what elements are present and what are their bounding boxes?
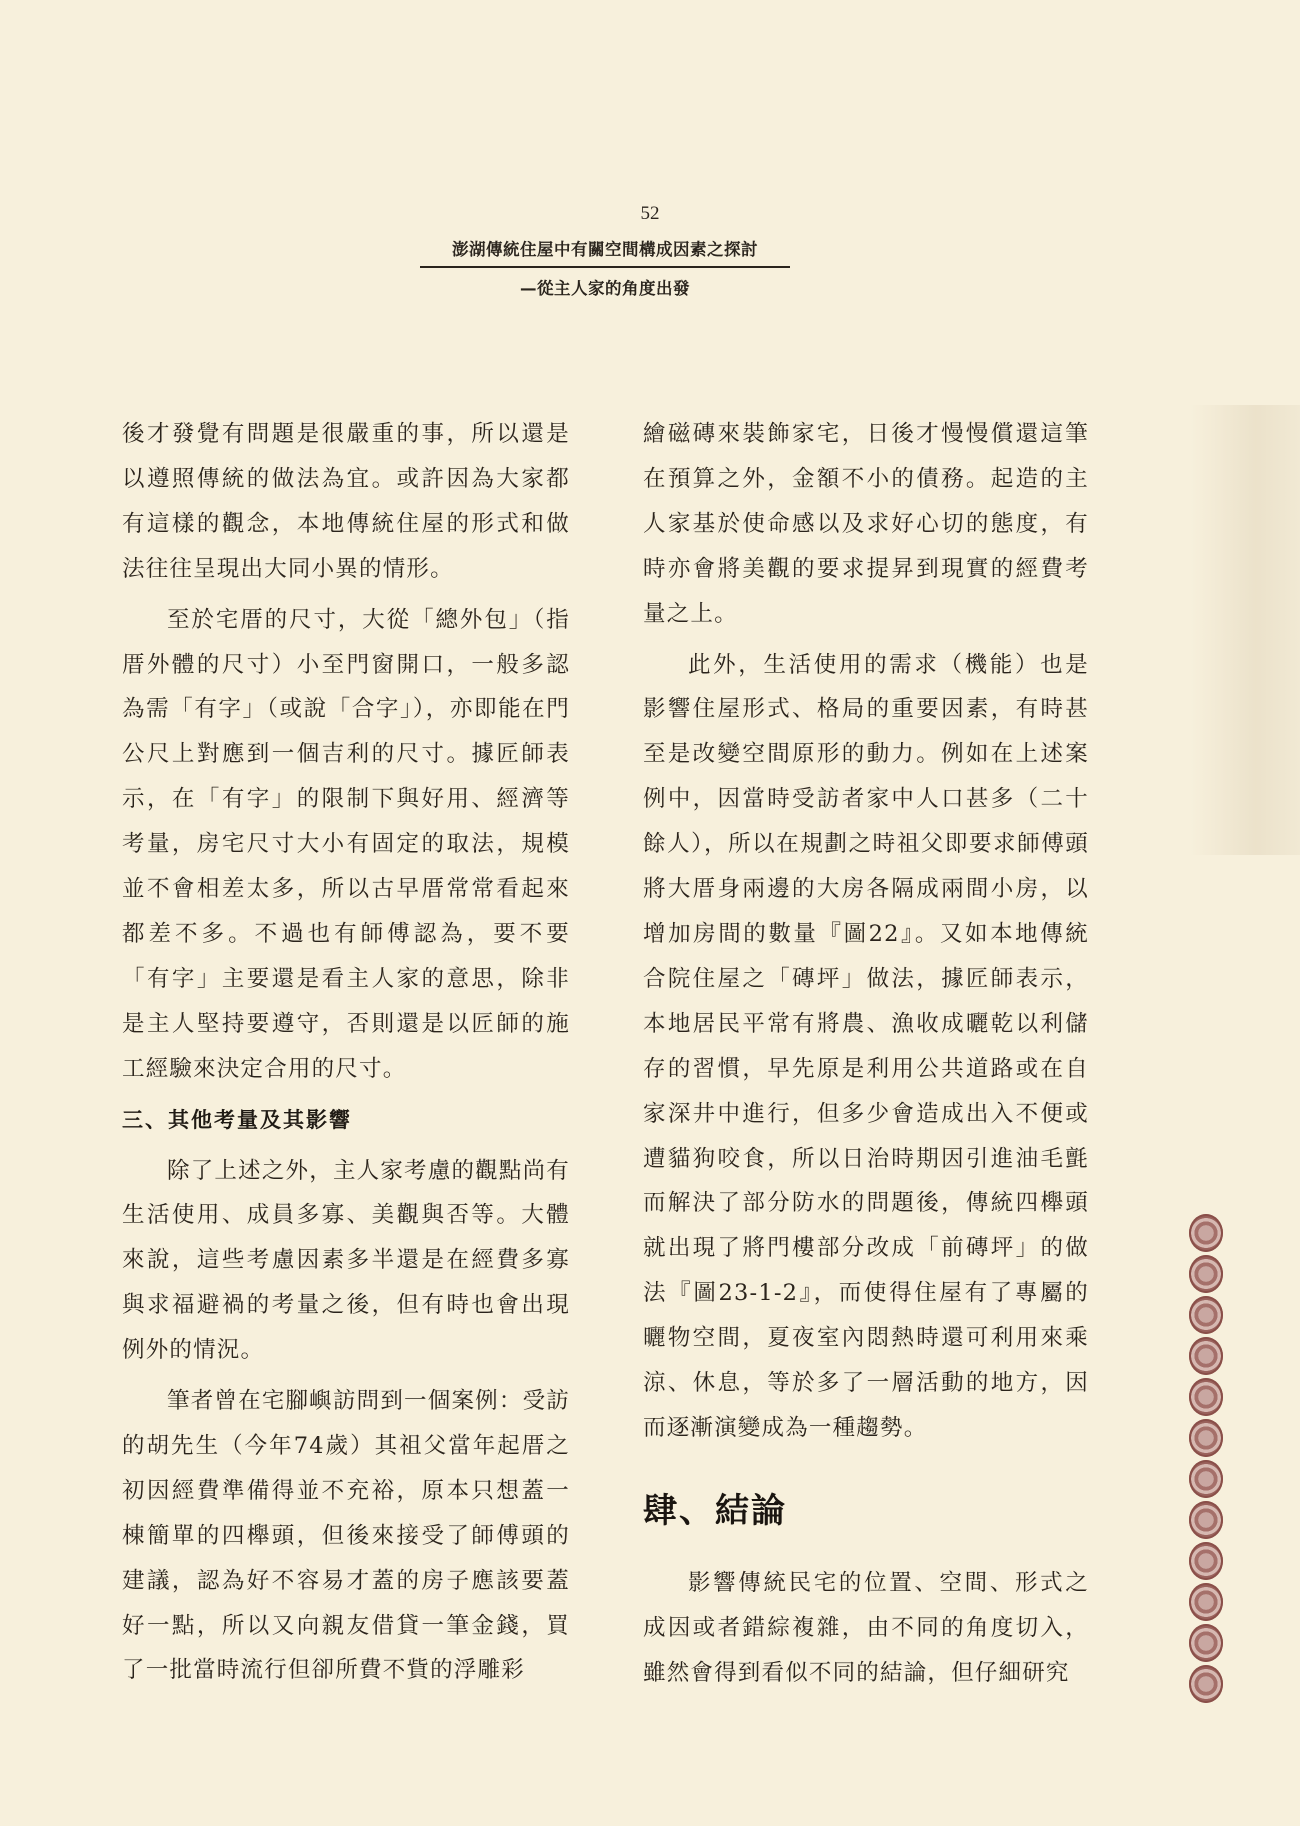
medallion-ornament bbox=[1189, 1337, 1223, 1375]
paragraph: 影響傳統民宅的位置、空間、形式之成因或者錯綜複雜，由不同的角度切入，雖然會得到看似不同的結論，但仔細研究 bbox=[643, 1569, 1089, 1686]
medallion-ornament bbox=[1189, 1255, 1223, 1293]
running-header bbox=[420, 236, 790, 299]
paragraph: 繪磁磚來裝飾家宅，日後才慢慢償還這筆在預算之外，金額不小的債務。起造的主人家基於使命感以及求好心切的態度，有時亦會將美觀的要求提昇到現實的經費考量之上。 bbox=[643, 421, 1089, 627]
running-header-title: 澎湖傳統住屋中有關空間構成因素之探討 bbox=[452, 240, 758, 259]
paragraph: 筆者曾在宅腳嶼訪問到一個案例：受訪的胡先生（今年74歲）其祖父當年起厝之初因經費準備得並不充裕，原本只想蓋一棟簡單的四櫸頭，但後來接受了師傅頭的建議，認為好不容易才蓋的房子應該要蓋好一點，所以又向親友借貸一筆金錢，買了一批當時流行但卻所費不貲的浮雕彩 bbox=[122, 1388, 570, 1684]
decorative-medallion-strip bbox=[1186, 1214, 1230, 1706]
right-column bbox=[643, 412, 1089, 1702]
medallion-ornament bbox=[1189, 1378, 1223, 1416]
medallion-ornament bbox=[1189, 1419, 1223, 1457]
page-edge-shadow bbox=[1190, 405, 1300, 855]
medallion-ornament bbox=[1189, 1296, 1223, 1334]
paragraph: 至於宅厝的尺寸，大從「總外包」（指厝外體的尺寸）小至門窗開口，一般多認為需「有字」（或說「合字」），亦即能在門公尺上對應到一個吉利的尺寸。據匠師表示，在「有字」的限制下與好用、經濟等考量，房宅尺寸大小有固定的取法，規模並不會相差太多，所以古早厝常常看起來都差不多。不過也有師傅認為，要不要「有字」主要還是看主人家的意思，除非是主人堅持要遵守，否則還是以匠師的施工經驗來決定合用的尺寸。 bbox=[122, 606, 570, 1082]
left-column bbox=[122, 412, 570, 1699]
header-rule bbox=[420, 266, 790, 268]
medallion-ornament bbox=[1189, 1624, 1223, 1662]
paragraph: 除了上述之外，主人家考慮的觀點尚有生活使用、成員多寡、美觀與否等。大體來說，這些考慮因素多半還是在經費多寡與求福避禍的考量之後，但有時也會出現例外的情況。 bbox=[122, 1157, 570, 1364]
medallion-ornament bbox=[1189, 1460, 1223, 1498]
medallion-ornament bbox=[1189, 1583, 1223, 1621]
paragraph: 後才發覺有問題是很嚴重的事，所以還是以遵照傳統的做法為宜。或許因為大家都有這樣的觀念，本地傳統住屋的形式和做法往往呈現出大同小異的情形。 bbox=[122, 421, 570, 582]
section-heading: 肆、結論 bbox=[643, 1490, 787, 1531]
paragraph: 此外，生活使用的需求（機能）也是影響住屋形式、格局的重要因素，有時甚至是改變空間原形的動力。例如在上述案例中，因當時受訪者家中人口甚多（二十餘人），所以在規劃之時祖父即要求師傅頭將大厝身兩邊的大房各隔成兩間小房，以增加房間的數量『圖22』。又如本地傳統合院住屋之「磚坪」做法，據匠師表示，本地居民平常有將農、漁收成曬乾以利儲存的習慣，早先原是利用公共道路或在自家深井中進行，但多少會造成出入不便或遭貓狗咬食，所以日治時期因引進油毛氈而解決了部分防水的問題後，傳統四櫸頭就出現了將門樓部分改成「前磚坪」的做法『圖23-1-2』，而使得住屋有了專屬的曬物空間，夏夜室內悶熱時還可利用來乘涼、休息，等於多了一層活動的地方，因而逐漸演變成為一種趨勢。 bbox=[643, 651, 1089, 1441]
page-number: 52 bbox=[640, 203, 660, 224]
medallion-ornament bbox=[1189, 1665, 1223, 1703]
medallion-ornament bbox=[1189, 1214, 1223, 1252]
medallion-ornament bbox=[1189, 1501, 1223, 1539]
medallion-ornament bbox=[1189, 1542, 1223, 1580]
running-header-subtitle: —從主人家的角度出發 bbox=[520, 278, 690, 298]
subsection-heading: 三、其他考量及其影響 bbox=[122, 1106, 352, 1132]
